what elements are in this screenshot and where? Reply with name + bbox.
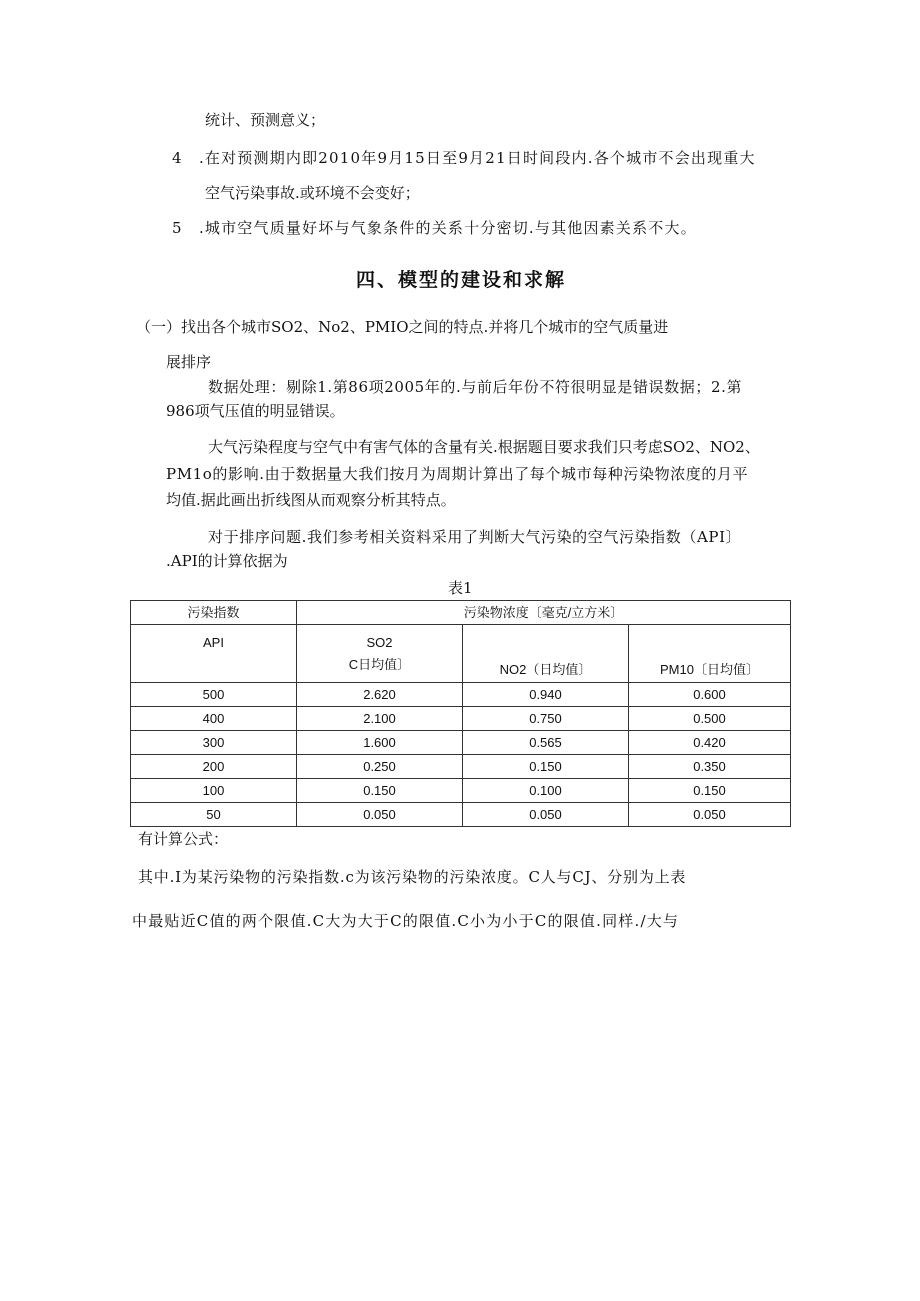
table-cell: 0.350 bbox=[629, 755, 791, 779]
table-cell: 2.620 bbox=[297, 683, 463, 707]
table-row bbox=[131, 707, 791, 731]
text-line: 中最贴近C值的两个限值.C大为大于C的限值.C小为小于C的限值.同样./大与 bbox=[132, 912, 680, 930]
paragraph: 对于排序问题.我们参考相关资料采用了判断大气污染的空气污染指数（API〕 bbox=[208, 528, 742, 546]
subsection-title-cont: 展排序 bbox=[166, 353, 212, 371]
table-cell: 0.050 bbox=[463, 803, 629, 827]
table-row bbox=[131, 803, 791, 827]
table-cell: 0.150 bbox=[629, 779, 791, 803]
table-cell: 2.100 bbox=[297, 707, 463, 731]
table-cell: 50 bbox=[131, 803, 297, 827]
text-line: 统计、预测意义； bbox=[205, 111, 326, 129]
table-cell: 0.150 bbox=[463, 755, 629, 779]
text-line: 空气污染事故.或环境不会变好； bbox=[205, 184, 420, 202]
table-cell: 0.100 bbox=[463, 779, 629, 803]
table-caption: 表1 bbox=[448, 579, 473, 597]
table-row bbox=[131, 731, 791, 755]
table-row bbox=[131, 683, 791, 707]
paragraph: 数据处理：剔除1.第86项2005年的.与前后年份不符很明显是错误数据；2.第 bbox=[208, 378, 743, 396]
text-line: 其中.I为某污染物的污染指数.c为该污染物的污染浓度。C人与CJ、分别为上表 bbox=[138, 868, 687, 886]
table-cell: 0.940 bbox=[463, 683, 629, 707]
paragraph: 大气污染程度与空气中有害气体的含量有关.根据题目要求我们只考虑SO2、NO2、 bbox=[208, 438, 760, 456]
text-line: 有计算公式： bbox=[138, 830, 229, 848]
table-section bbox=[130, 600, 791, 931]
table-cell: 0.250 bbox=[297, 755, 463, 779]
table-cell: 0.420 bbox=[629, 731, 791, 755]
table-cell: 0.050 bbox=[629, 803, 791, 827]
table-cell: 300 bbox=[131, 731, 297, 755]
so2-sub: C日均值〕 bbox=[348, 656, 411, 672]
table-cell: 0.500 bbox=[629, 707, 791, 731]
table-subheader bbox=[297, 625, 463, 683]
paragraph: 986项气压值的明显错误。 bbox=[166, 402, 345, 420]
table-cell: 100 bbox=[131, 779, 297, 803]
list-item-4: 4 .在对预测期内即2010年9月15日至9月21日时间段内.各个城市不会出现重大 bbox=[172, 149, 756, 167]
table-cell: 0.600 bbox=[629, 683, 791, 707]
paragraph: .API的计算依据为 bbox=[166, 552, 288, 570]
list-item-5: 5 .城市空气质量好坏与气象条件的关系十分密切.与其他因素关系不大。 bbox=[172, 219, 697, 237]
table-subheader: NO2（日均值〕 bbox=[463, 625, 629, 683]
paragraph: 均值.据此画出折线图从而观察分析其特点。 bbox=[166, 491, 456, 509]
table-cell: 500 bbox=[131, 683, 297, 707]
table-cell: 0.750 bbox=[463, 707, 629, 731]
table-cell: 0.050 bbox=[297, 803, 463, 827]
table-cell: 200 bbox=[131, 755, 297, 779]
table-subheader: API bbox=[131, 625, 297, 683]
table-cell: 0.150 bbox=[297, 779, 463, 803]
table-header: 污染物浓度〔毫克/立方米〕 bbox=[297, 601, 791, 625]
table-cell: 1.600 bbox=[297, 731, 463, 755]
api-table bbox=[130, 600, 791, 827]
table-cell: 0.565 bbox=[463, 731, 629, 755]
table-cell: 400 bbox=[131, 707, 297, 731]
table-subheader: PM10〔日均值〕 bbox=[629, 625, 791, 683]
subsection-title: （一）找出各个城市SO2、No2、PMIO之间的特点.并将几个城市的空气质量进 bbox=[136, 318, 669, 336]
so2-label: SO2 bbox=[366, 634, 393, 650]
table-row bbox=[131, 755, 791, 779]
section-heading: 四、模型的建设和求解 bbox=[356, 269, 567, 291]
paragraph: PM1o的影响.由于数据量大我们按月为周期计算出了每个城市每种污染物浓度的月平 bbox=[166, 465, 749, 483]
table-header: 污染指数 bbox=[131, 601, 297, 625]
table-row bbox=[131, 779, 791, 803]
